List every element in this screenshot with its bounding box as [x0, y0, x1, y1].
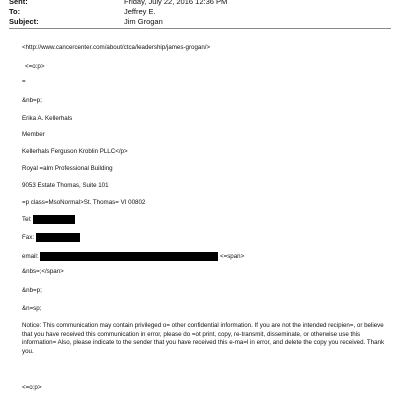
- sent-value: Friday, July 22, 2016 12:36 PM: [124, 0, 228, 6]
- fax-label: Fax:: [22, 234, 35, 242]
- signature-name: Erika A. Kellerhals: [22, 115, 73, 122]
- nbsp-line-3: &n=sp;: [22, 305, 42, 312]
- redaction-block: [40, 252, 218, 261]
- nbs-span-line: &nbs=;</span>: [22, 268, 64, 275]
- subject-value: Jim Grogan: [124, 17, 163, 26]
- header-row-sent: [9, 0, 389, 7]
- header-row-to: [9, 7, 389, 17]
- confidentiality-notice: Notice: This communication may contain privileged o= other confidential information. If you are not the intended recipien=, or believe that you have received this communication in error, please do =ot print, copy, re-transmit, disseminate, or otherwise use this information= Also, please indicate to the sender that you have received this e-ma=l in error, and delete the copy you received. Thank you.: [22, 322, 385, 355]
- redaction-block: [36, 233, 80, 242]
- signature-address: 9053 Estate Thomas, Suite 101: [22, 182, 109, 189]
- tel-label: Tel:: [22, 216, 32, 224]
- header-row-subject: [9, 17, 389, 27]
- op-tag-1: <=o:p>: [25, 63, 45, 70]
- signature-role: Member: [22, 131, 45, 138]
- header-divider: [9, 28, 391, 29]
- email-suffix: <=span>: [219, 253, 245, 261]
- signature-building: Royal =alm Professional Building: [22, 165, 113, 172]
- nbsp-line-1: &nb=p;: [22, 97, 42, 104]
- op-tag-2: <=o:p>: [22, 384, 42, 391]
- email-line: [22, 252, 244, 261]
- leadership-url: <http://www.cancercenter.com/about/ctca/leadership/james-grogan/>: [22, 44, 211, 51]
- to-label: To:: [9, 7, 21, 16]
- equals-line: =: [22, 78, 26, 85]
- sent-label: Sent:: [9, 0, 28, 6]
- signature-city: =p class=MsoNormal>St. Thomas= VI 00802: [22, 199, 146, 206]
- signature-firm: Kellerhals Ferguson Kroblin PLLC</p>: [22, 148, 128, 155]
- nbsp-line-2: &nb=p;: [22, 287, 42, 294]
- email-header: [9, 0, 389, 27]
- email-label: email:: [22, 253, 39, 261]
- redaction-block: [33, 215, 75, 224]
- to-value: Jeffrey E.: [124, 7, 156, 16]
- fax-line: [22, 233, 80, 242]
- subject-label: Subject:: [9, 17, 39, 26]
- tel-line: [22, 215, 75, 224]
